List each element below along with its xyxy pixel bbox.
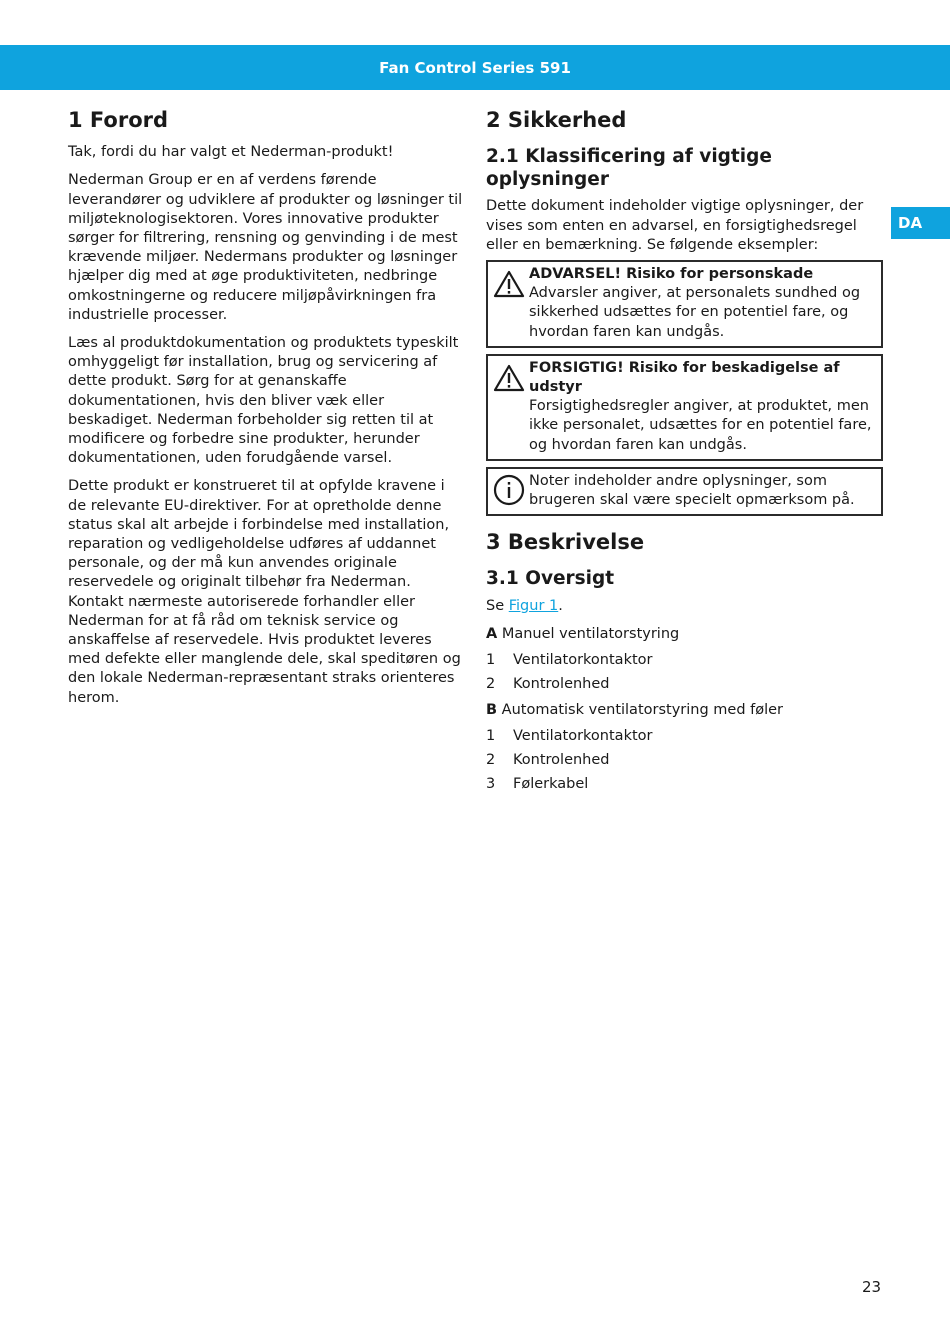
figure-link[interactable]: Figur 1 [508,597,559,614]
group-b-letter: B [486,702,498,718]
list-item-number: 3 [486,776,496,793]
group-b-label: Automatisk ventilatorstyring med føler [497,702,784,718]
list-item-label: Ventilatorkontaktor [513,728,653,745]
warning-text: Advarsler angiver, at personalets sundhed og sikkerhed udsættes for en potentiel fare, og hvordan faren kan undgås. [529,285,861,340]
caution-title: FORSIGTIG! Risiko for beskadigelse af udstyr [529,359,840,396]
list-item-number: 2 [486,752,496,769]
list-item-label: Følerkabel [513,776,589,793]
see-figure-line [486,597,883,616]
see-suffix: . [558,597,563,614]
paragraph: Nederman Group er en af verdens førende leverandører og udviklere af produkter og løsninger til miljøteknologisektoren. Vores innovative produkter sørger for filtrering, rensning og genvinding i de mest krævende miljøer. Nedermans produkter og løsninger hjælper dig med at øge produktiviteten, nedbringe omkostningerne og reducere miljøpåvirkningen fra industrielle processer. [68,172,463,323]
paragraph: Dette produkt er konstrueret til at opfylde kravene i de relevante EU-direktiver. For at opretholde denne status skal alt arbejde i forbindelse med installation, reparation og vedligeholdelse udføres af uddannet personale, og der må kun anvendes originale reservedele og originalt tilbehør fra Nederman. Kontakt nærmeste autoriserede forhandler eller Nederman for at få råd om teknisk service og anskaffelse af reservedele. Hvis produktet leveres med defekte eller manglende dele, skal speditøren og den lokale Nederman-repræsentant straks orienteres herom. [68,478,461,706]
group-a-label: Manuel ventilatorstyring [497,625,680,642]
note-box [486,467,883,516]
document-title: Fan Control Series 591 [379,58,571,77]
list-item-label: Ventilatorkontaktor [513,652,653,668]
list-item [486,724,883,748]
list-item-number: 2 [486,676,496,692]
language-tab [891,207,950,239]
section-heading-forord: 1 Forord [68,108,169,132]
group-a-heading [486,625,883,644]
intro-paragraph: Dette dokument indeholder vigtige oplysninger, der vises som enten en advarsel, en forsigtighedsregel eller en bemærkning. Se følgende eksempler: [486,198,864,253]
list-item [486,772,883,796]
paragraph: Læs al produktdokumentation og produktets typeskilt omhyggeligt før installation, brug og servicering af dette produkt. Sørg for at genanskaffe dokumentationen, hvis den bliver væk eller beskadiget. Nederman forbeholder sig retten til at modificere og forbedre sine produkter, herunder dokumentationen, uden forudgående varsel. [68,335,459,467]
header-bar [0,45,950,90]
list-item [486,748,883,772]
right-column [486,108,883,796]
list-item [486,672,883,696]
caution-text: Forsigtighedsregler angiver, at produktet, men ikke personalet, udsættes for en potentiel fare, og hvordan faren kan undgås. [529,398,872,453]
group-a-letter: A [486,625,498,642]
group-b-heading [486,701,883,720]
paragraph: Tak, fordi du har valgt et Nederman-produkt! [68,144,394,161]
note-text: Noter indeholder andre oplysninger, som brugeren skal være specielt opmærksom på. [529,472,855,509]
page-number: 23 [862,1278,882,1296]
warning-triangle-icon [493,265,529,302]
list-item-number: 1 [486,728,496,745]
subsection-heading-klassificering: 2.1 Klassificering af vigtige oplysninger [486,146,772,191]
left-column [68,108,464,717]
list-item [486,648,883,672]
section-heading-sikkerhed: 2 Sikkerhed [486,108,627,132]
list-item-label: Kontrolenhed [513,752,610,769]
warning-triangle-icon [493,359,529,396]
warning-title: ADVARSEL! Risiko for personskade [529,266,814,283]
info-circle-icon [493,472,529,510]
caution-box [486,354,883,461]
subsection-heading-oversigt: 3.1 Oversigt [486,568,615,590]
list-item-label: Kontrolenhed [513,676,610,692]
list-item-number: 1 [486,652,496,668]
language-code: DA [898,214,923,232]
see-prefix: Se [486,597,509,614]
section-heading-beskrivelse: 3 Beskrivelse [486,530,645,555]
warning-box [486,260,883,348]
